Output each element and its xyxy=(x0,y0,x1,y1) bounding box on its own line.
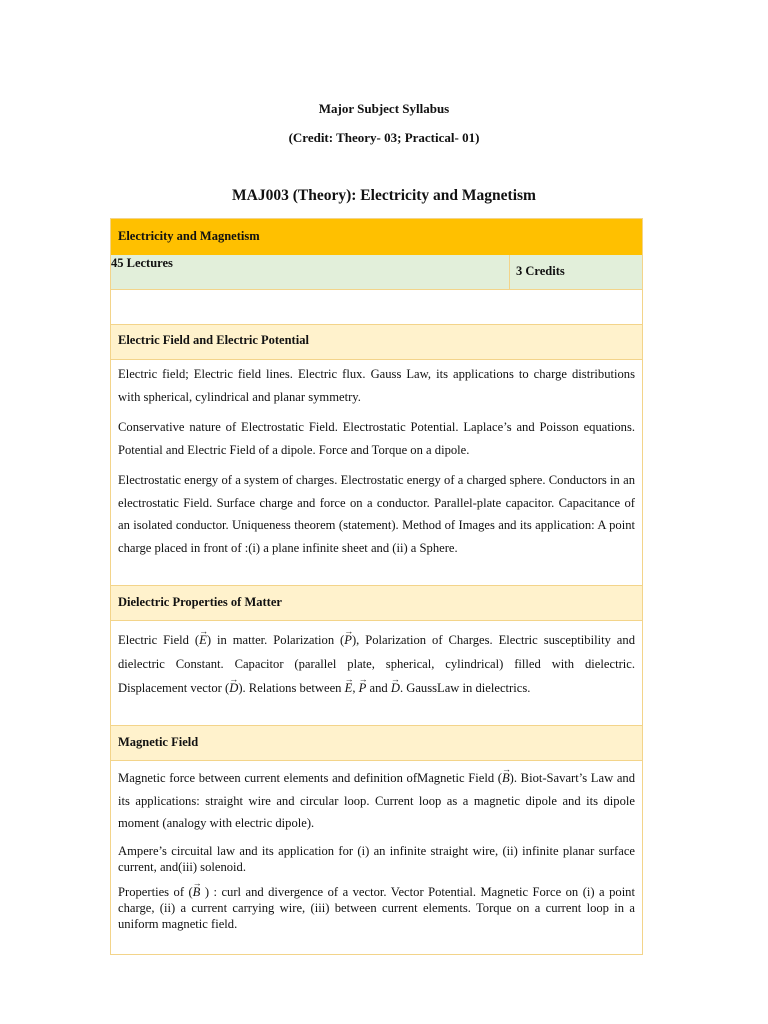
table-title: Electricity and Magnetism xyxy=(118,229,260,243)
section-heading-row xyxy=(110,586,643,621)
vector-symbol: → E xyxy=(199,628,207,652)
vector-symbol: → P xyxy=(344,628,352,652)
text: Magnetic force between current elements and definition ofMagnetic Field ( xyxy=(118,771,502,785)
vector-symbol: → B xyxy=(193,884,201,900)
section-heading-row xyxy=(110,726,643,761)
vector-symbol: → B xyxy=(502,767,510,790)
section-heading: Electric Field and Electric Potential xyxy=(118,333,309,347)
vector-symbol: → D xyxy=(391,676,400,700)
paragraph xyxy=(118,767,635,835)
lectures-count: 45 Lectures xyxy=(111,256,173,270)
course-title: MAJ003 (Theory): Electricity and Magnetism xyxy=(232,187,536,204)
section-heading: Dielectric Properties of Matter xyxy=(118,595,282,609)
text: ). Relations between xyxy=(238,681,345,695)
section-heading: Magnetic Field xyxy=(118,735,199,749)
vector-symbol: → D xyxy=(229,676,238,700)
syllabus-heading: Major Subject Syllabus xyxy=(318,101,450,116)
text: ) in matter. Polarization ( xyxy=(206,633,345,647)
text: . GaussLaw in dielectrics. xyxy=(399,681,531,695)
section-content-row xyxy=(110,360,643,586)
text: , xyxy=(352,681,359,695)
text: ) : curl and divergence of a vector. Vector Potential. Magnetic Force on (i) a point charge, (ii) a current carrying wire, (iii) between current elements. Torque on a current loop in a uniform magnetic field. xyxy=(118,884,635,931)
empty-row xyxy=(110,290,643,325)
paragraph xyxy=(118,884,635,932)
text: ), Polarization of Charges. Electric susceptibility and dielectric Constant. Capacitor (parallel plate, spherical, cylindrical) filled with dielectric. Displacement vector ( xyxy=(118,633,635,695)
text: and xyxy=(366,681,391,695)
section-content-row xyxy=(110,761,643,955)
paragraph: Electrostatic energy of a system of charges. Electrostatic energy of a charged sphere. Conductors in an electrostatic Field. Surface charge and force on a conductor. Parallel-plate capacitor. Capacitance of an isolated conductor. Uniqueness theorem (statement). Method of Images and its application: A point charge placed in front of :(i) a plane infinite sheet and (ii) a Sphere. xyxy=(118,473,635,555)
text: Electric Field ( xyxy=(118,633,200,647)
text: Properties of ( xyxy=(118,884,193,899)
vector-symbol: → E xyxy=(345,676,353,700)
paragraph xyxy=(118,628,635,700)
paragraph: Ampere’s circuital law and its application for (i) an infinite straight wire, (ii) infinite planar surface current, and(iii) solenoid. xyxy=(118,843,635,874)
credit-heading: (Credit: Theory- 03; Practical- 01) xyxy=(288,130,480,145)
paragraph: Conservative nature of Electrostatic Field. Electrostatic Potential. Laplace’s and Poisson equations. Potential and Electric Field of a dipole. Force and Torque on a dipole. xyxy=(118,420,635,457)
table-title-row xyxy=(110,218,643,256)
section-content-row xyxy=(110,621,643,726)
vector-symbol: → P xyxy=(359,676,367,700)
paragraph: Electric field; Electric field lines. Electric flux. Gauss Law, its applications to charge distributions with spherical, cylindrical and planar symmetry. xyxy=(118,367,635,404)
text: ). Biot-Savart’s Law and its applications: straight wire and circular loop. Current loop as a magnetic dipole and its dipole moment (analogy with electric dipole). xyxy=(118,771,635,830)
credits-divider xyxy=(509,255,510,289)
lectures-credits-row xyxy=(110,255,643,290)
section-heading-row xyxy=(110,325,643,360)
credits-count: 3 Credits xyxy=(516,264,565,278)
